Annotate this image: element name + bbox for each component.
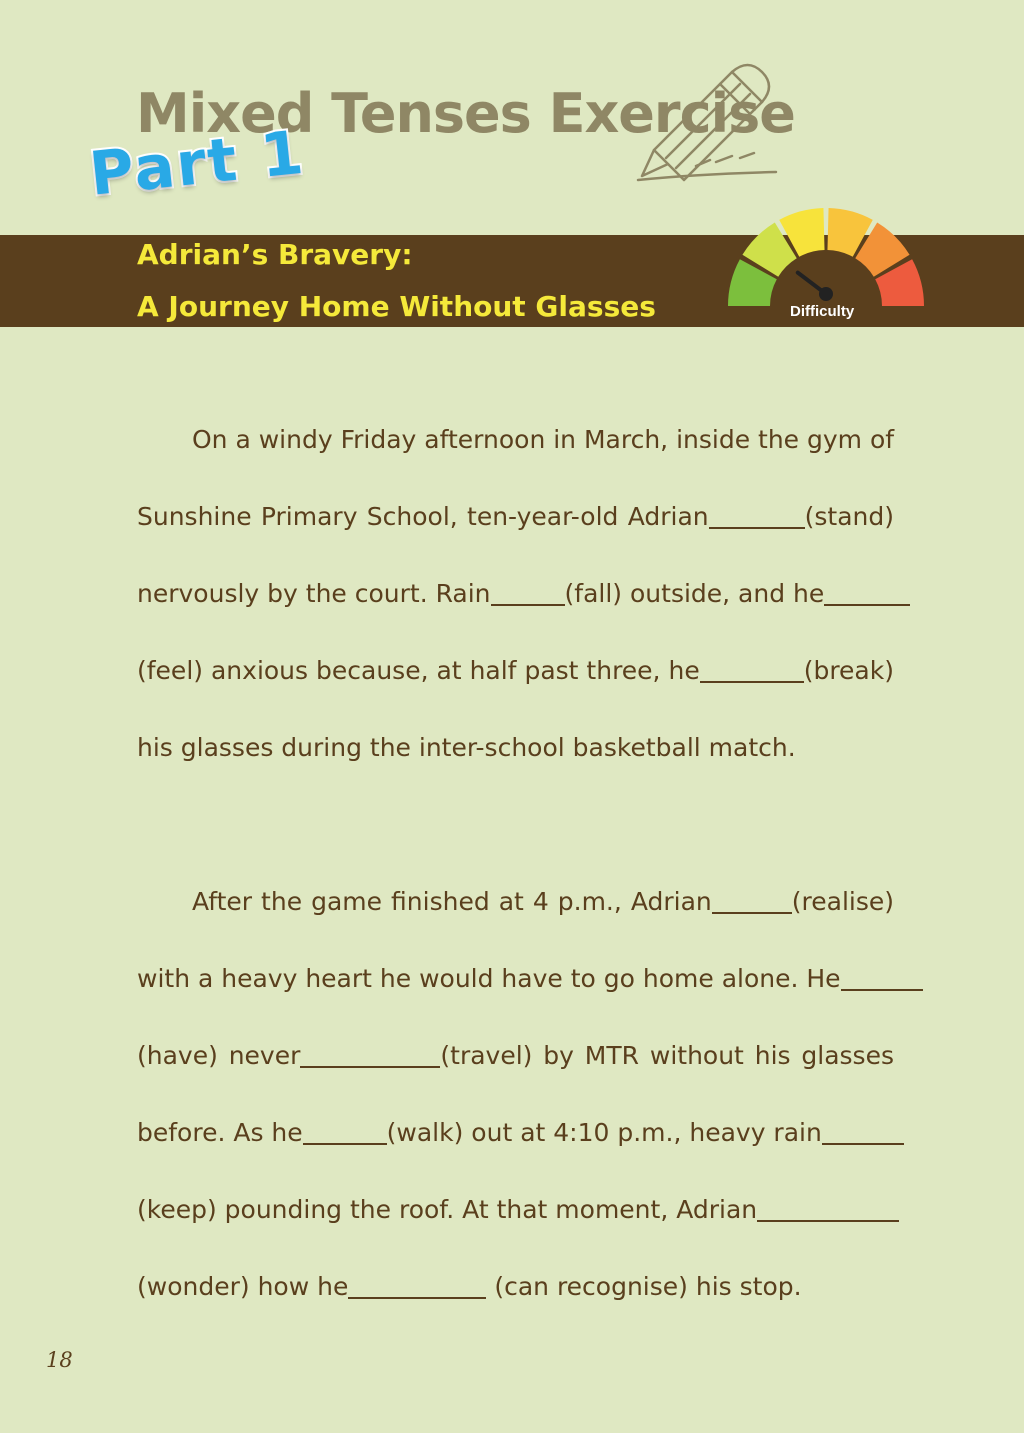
story-title-line-1: Adrian’s Bravery: xyxy=(137,238,413,271)
answer-blank-stand[interactable] xyxy=(709,503,805,529)
paragraph-line xyxy=(137,1036,894,1113)
answer-blank-wonder[interactable] xyxy=(757,1196,899,1222)
page-title: Mixed Tenses Exercise xyxy=(136,82,795,145)
paragraph-line xyxy=(137,728,894,805)
paragraph-line xyxy=(137,574,894,651)
difficulty-label: Difficulty xyxy=(790,303,855,320)
text: (break) xyxy=(803,656,894,685)
paragraph-line xyxy=(137,497,894,574)
text: (feel) anxious because, at half past three, he xyxy=(137,656,700,685)
answer-blank-travel[interactable] xyxy=(300,1042,440,1068)
pencil-icon xyxy=(636,58,786,183)
answer-blank-walk[interactable] xyxy=(303,1119,387,1145)
answer-blank-fall[interactable] xyxy=(491,580,565,606)
paragraph-line xyxy=(137,1113,894,1190)
text: nervously by the court. Rain xyxy=(137,579,491,608)
text: before. As he xyxy=(137,1118,303,1147)
difficulty-gauge xyxy=(726,206,926,310)
part-badge: Part 1 xyxy=(86,117,309,210)
answer-blank-break[interactable] xyxy=(700,657,804,683)
text: his glasses during the inter-school basketball match. xyxy=(137,733,796,762)
text: (realise) xyxy=(791,887,894,916)
text: (can recognise) his stop. xyxy=(494,1272,802,1301)
answer-blank-realise[interactable] xyxy=(712,888,792,914)
story-title-line-2: A Journey Home Without Glasses xyxy=(137,290,656,323)
answer-blank-can-recognise[interactable] xyxy=(348,1273,486,1299)
text: Sunshine Primary School, ten-year-old Adrian xyxy=(137,502,709,531)
text: On a windy Friday afternoon in March, inside the gym of xyxy=(192,425,895,454)
paragraph-line xyxy=(137,882,894,959)
text: After the game finished at 4 p.m., Adrian xyxy=(192,887,712,916)
story-paragraph-2 xyxy=(137,882,894,1344)
text: with a heavy heart he would have to go home alone. He xyxy=(137,964,841,993)
answer-blank-have[interactable] xyxy=(841,965,923,991)
paragraph-line xyxy=(137,1267,894,1344)
text: (wonder) how he xyxy=(137,1272,349,1301)
paragraph-line xyxy=(137,959,894,1036)
text: (keep) pounding the roof. At that moment, Adrian xyxy=(137,1195,758,1224)
text: (stand) xyxy=(804,502,894,531)
text: (travel) by MTR without his glasses xyxy=(440,1041,894,1070)
text: (walk) out at 4:10 p.m., heavy rain xyxy=(386,1118,822,1147)
text: (fall) outside, and he xyxy=(564,579,825,608)
paragraph-line xyxy=(137,420,894,497)
paragraph-line xyxy=(137,1190,894,1267)
story-paragraph-1 xyxy=(137,420,894,805)
page-number: 18 xyxy=(46,1348,73,1372)
answer-blank-keep[interactable] xyxy=(822,1119,904,1145)
text: (have) never xyxy=(137,1041,301,1070)
answer-blank-feel[interactable] xyxy=(824,580,910,606)
gauge-pivot xyxy=(819,287,833,301)
paragraph-line xyxy=(137,651,894,728)
